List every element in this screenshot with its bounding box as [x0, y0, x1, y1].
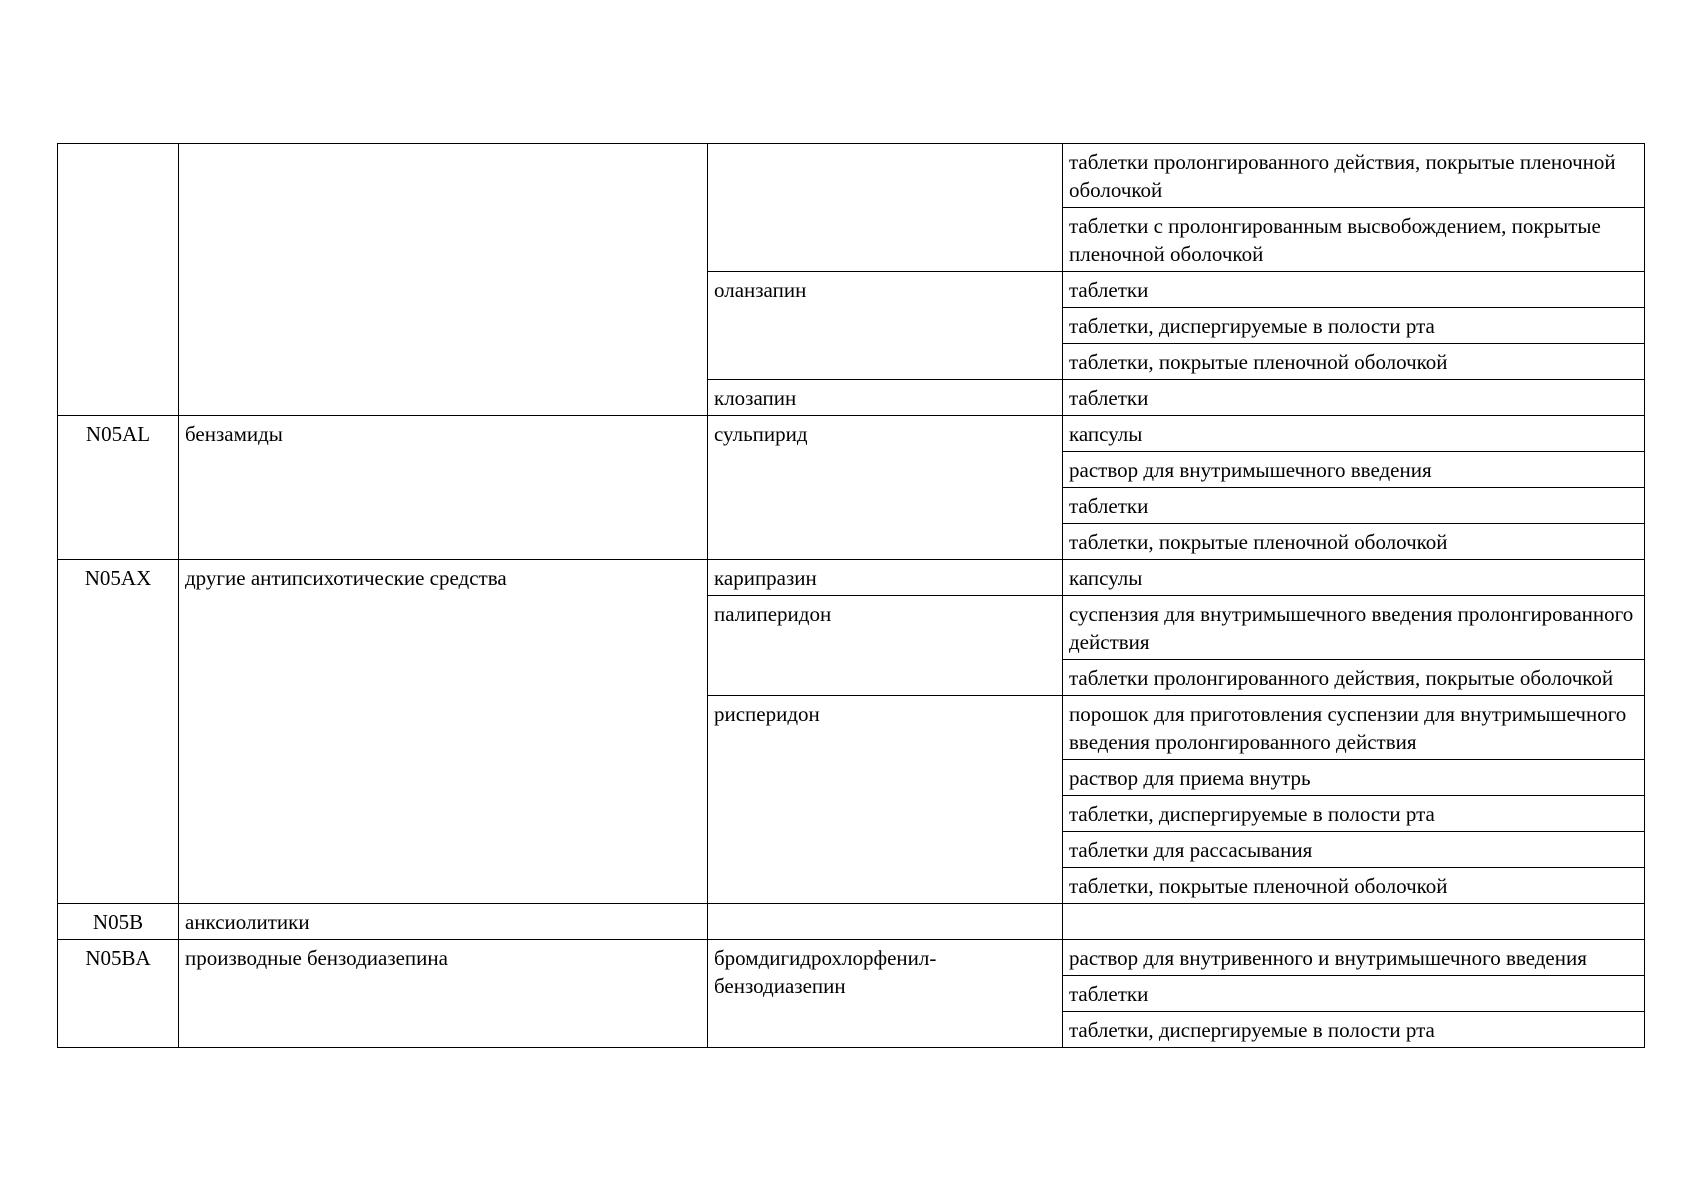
atc-code-cell: N05BA [58, 940, 179, 1048]
dosage-form-cell: таблетки пролонгированного действия, покрытые оболочкой [1063, 660, 1645, 696]
dosage-form-cell: таблетки, покрытые пленочной оболочкой [1063, 344, 1645, 380]
drug-name-cell: сульпирид [708, 416, 1063, 560]
dosage-form-cell: таблетки [1063, 272, 1645, 308]
dosage-form-cell: таблетки [1063, 488, 1645, 524]
drug-name-cell: оланзапин [708, 272, 1063, 380]
table-row [58, 940, 1645, 976]
dosage-form-cell: раствор для внутримышечного введения [1063, 452, 1645, 488]
group-name-cell: анксиолитики [179, 904, 708, 940]
table-row [58, 904, 1645, 940]
dosage-form-cell: таблетки с пролонгированным высвобождением, покрытые пленочной оболочкой [1063, 208, 1645, 272]
dosage-form-cell [1063, 904, 1645, 940]
dosage-form-cell: таблетки, покрытые пленочной оболочкой [1063, 524, 1645, 560]
drug-table [57, 143, 1645, 1048]
group-name-cell: производные бензодиазепина [179, 940, 708, 1048]
drug-name-cell [708, 904, 1063, 940]
atc-code-cell: N05AX [58, 560, 179, 904]
dosage-form-cell: таблетки [1063, 380, 1645, 416]
drug-name-cell: карипразин [708, 560, 1063, 596]
table-row [58, 144, 1645, 208]
drug-name-cell: бромдигидрохлорфенил-бензодиазепин [708, 940, 1063, 1048]
group-name-cell [179, 144, 708, 416]
dosage-form-cell: таблетки, диспергируемые в полости рта [1063, 308, 1645, 344]
dosage-form-cell: таблетки пролонгированного действия, покрытые пленочной оболочкой [1063, 144, 1645, 208]
atc-code-cell: N05B [58, 904, 179, 940]
dosage-form-cell: порошок для приготовления суспензии для внутримышечного введения пролонгированного действия [1063, 696, 1645, 760]
group-name-cell: бензамиды [179, 416, 708, 560]
dosage-form-cell: капсулы [1063, 416, 1645, 452]
drug-name-cell [708, 144, 1063, 272]
group-name-cell: другие антипсихотические средства [179, 560, 708, 904]
atc-code-cell [58, 144, 179, 416]
dosage-form-cell: таблетки для рассасывания [1063, 832, 1645, 868]
dosage-form-cell: таблетки, диспергируемые в полости рта [1063, 1012, 1645, 1048]
dosage-form-cell: таблетки, покрытые пленочной оболочкой [1063, 868, 1645, 904]
table-row [58, 560, 1645, 596]
dosage-form-cell: таблетки [1063, 976, 1645, 1012]
table-row [58, 416, 1645, 452]
dosage-form-cell: раствор для внутривенного и внутримышечного введения [1063, 940, 1645, 976]
dosage-form-cell: суспензия для внутримышечного введения пролонгированного действия [1063, 596, 1645, 660]
dosage-form-cell: раствор для приема внутрь [1063, 760, 1645, 796]
dosage-form-cell: капсулы [1063, 560, 1645, 596]
drug-name-cell: палиперидон [708, 596, 1063, 696]
dosage-form-cell: таблетки, диспергируемые в полости рта [1063, 796, 1645, 832]
atc-code-cell: N05AL [58, 416, 179, 560]
drug-name-cell: рисперидон [708, 696, 1063, 904]
drug-name-cell: клозапин [708, 380, 1063, 416]
